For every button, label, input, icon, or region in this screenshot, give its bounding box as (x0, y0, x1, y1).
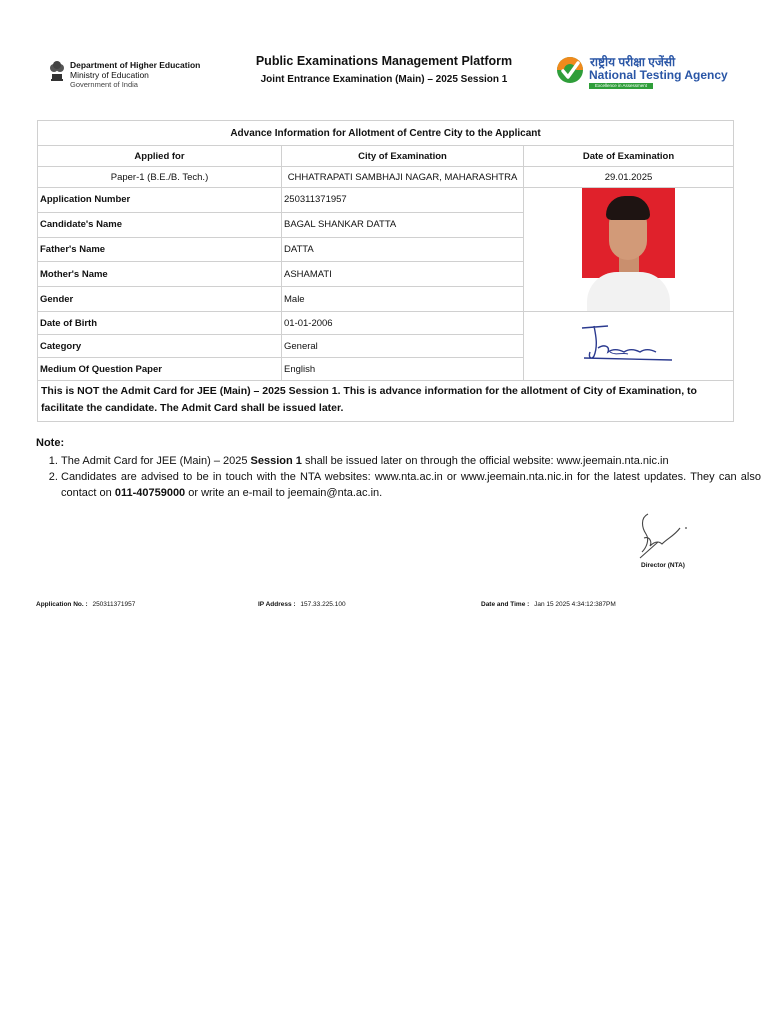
photo-cell (524, 188, 734, 312)
applied-for-value: Paper-1 (B.E./B. Tech.) (38, 167, 282, 188)
candidate-signature-cell (524, 312, 734, 381)
father-name-value: DATTA (282, 237, 524, 262)
city-allotment-table (37, 120, 734, 422)
note-item: 1. The Admit Card for JEE (Main) – 2025 Session 1 shall be issued later on through the official website: www.jeemain.nta.nic.in (61, 453, 761, 469)
footer-ip-label: IP Address : (258, 601, 296, 608)
col-date-of-exam: Date of Examination (524, 146, 734, 167)
candidate-photo (582, 188, 675, 311)
note-item: 2. Candidates are advised to be in touch with the NTA websites: www.nta.ac.in or www.jeemain.nta.nic.in for the latest updates. They can also contact on 011-40759000 or write an e-mail to jeemain@nta.ac.in. (61, 469, 761, 501)
note-heading: Note: (36, 437, 65, 449)
notes-list (36, 453, 761, 501)
exam-date-value: 29.01.2025 (524, 167, 734, 188)
dob-value: 01-01-2006 (282, 312, 524, 335)
department-logo (44, 56, 214, 92)
footer-datetime-label: Date and Time : (481, 601, 530, 608)
government-name: Government of India (70, 80, 138, 89)
mother-name-value: ASHAMATI (282, 262, 524, 287)
footer-application-no (36, 601, 135, 608)
gender-label: Gender (38, 287, 282, 312)
gender-value: Male (282, 287, 524, 312)
footer-ip-value: 157.33.225.100 (300, 601, 346, 608)
candidate-name-label: Candidate's Name (38, 212, 282, 237)
nta-english-name: National Testing Agency (589, 68, 728, 82)
nta-hindi-name: राष्ट्रीय परीक्षा एजेंसी (590, 55, 676, 69)
col-city-of-exam: City of Examination (282, 146, 524, 167)
footer-date-time (481, 601, 616, 608)
national-emblem-icon (46, 56, 68, 88)
nta-check-icon (556, 56, 584, 84)
candidate-name-value: BAGAL SHANKAR DATTA (282, 212, 524, 237)
col-applied-for: Applied for (38, 146, 282, 167)
medium-label: Medium Of Question Paper (38, 358, 282, 381)
ministry-name: Ministry of Education (70, 70, 149, 80)
dob-label: Date of Birth (38, 312, 282, 335)
director-signature (628, 508, 698, 564)
medium-value: English (282, 358, 524, 381)
category-value: General (282, 335, 524, 358)
director-label: Director (NTA) (641, 562, 685, 569)
nta-tagline: Excellence in Assessment (589, 83, 653, 89)
category-label: Category (38, 335, 282, 358)
nta-logo (556, 54, 736, 90)
department-name: Department of Higher Education (70, 60, 201, 70)
table-caption: Advance Information for Allotment of Centre City to the Applicant (38, 121, 734, 146)
exam-city-value: CHHATRAPATI SAMBHAJI NAGAR, MAHARASHTRA (282, 167, 524, 188)
not-admit-card-notice: This is NOT the Admit Card for JEE (Main) – 2025 Session 1. This is advance information for the allotment of City of Examination, to facilitate the candidate. The Admit Card shall be issued later. (38, 381, 734, 422)
mother-name-label: Mother's Name (38, 262, 282, 287)
application-number-value: 250311371957 (282, 188, 524, 213)
footer-application-value: 250311371957 (92, 601, 136, 608)
platform-title: Public Examinations Management Platform (255, 54, 513, 68)
footer-ip-address (258, 601, 346, 608)
header-titles (214, 54, 554, 85)
application-number-label: Application Number (38, 188, 282, 213)
footer-application-label: Application No. : (36, 601, 88, 608)
footer-datetime-value: Jan 15 2025 4:34:12:387PM (534, 601, 616, 608)
exam-subtitle: Joint Entrance Examination (Main) – 2025 Session 1 (260, 74, 508, 85)
candidate-signature (580, 322, 680, 366)
father-name-label: Father's Name (38, 237, 282, 262)
